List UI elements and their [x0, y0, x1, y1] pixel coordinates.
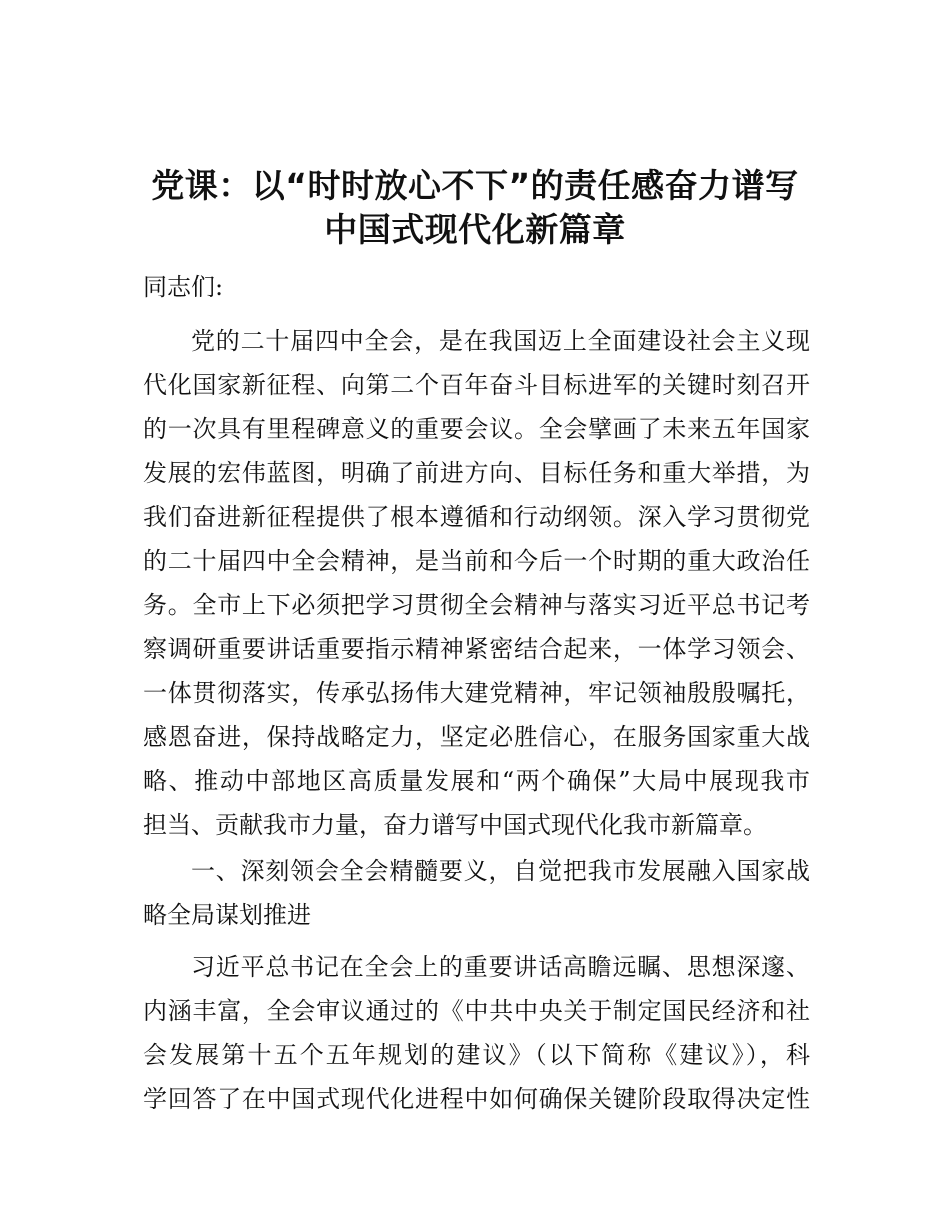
paragraph-2-line: 会发展第十五个五年规划的建议》（以下简称《建议》），科: [143, 1041, 810, 1069]
document-title-line-2: 中国式现代化新篇章: [324, 210, 626, 249]
paragraph-1-line: 发展的宏伟蓝图，明确了前进方向、目标任务和重大举措，为: [143, 459, 810, 487]
paragraph-2-line: 习近平总书记在全会上的重要讲话高瞻远瞩、思想深邃、: [191, 953, 810, 981]
document-title-line-1: 党课：以“时时放心不下”的责任感奋力谱写: [151, 166, 799, 205]
paragraph-2-line: 学回答了在中国式现代化进程中如何确保关键阶段取得决定性: [143, 1085, 810, 1113]
paragraph-1-line: 党的二十届四中全会，是在我国迈上全面建设社会主义现: [191, 327, 810, 355]
paragraph-1-line: 略、推动中部地区高质量发展和“两个确保”大局中展现我市: [143, 767, 810, 795]
section-heading-1-line: 略全局谋划推进: [143, 901, 311, 929]
paragraph-1-line: 一体贯彻落实，传承弘扬伟大建党精神，牢记领袖殷殷嘱托，: [143, 679, 810, 707]
paragraph-1-line: 察调研重要讲话重要指示精神紧密结合起来，一体学习领会、: [143, 635, 810, 663]
paragraph-2-line: 内涵丰富，全会审议通过的《中共中央关于制定国民经济和社: [143, 997, 810, 1025]
paragraph-1-line: 的一次具有里程碑意义的重要会议。全会擘画了未来五年国家: [143, 415, 810, 443]
paragraph-1-line: 的二十届四中全会精神，是当前和今后一个时期的重大政治任: [143, 547, 810, 575]
paragraph-1-line: 代化国家新征程、向第二个百年奋斗目标进军的关键时刻召开: [143, 371, 810, 399]
salutation: 同志们:: [143, 273, 224, 301]
paragraph-1-line: 感恩奋进，保持战略定力，坚定必胜信心，在服务国家重大战: [143, 723, 810, 751]
paragraph-1-line: 我们奋进新征程提供了根本遵循和行动纲领。深入学习贯彻党: [143, 503, 810, 531]
paragraph-1-line: 务。全市上下必须把学习贯彻全会精神与落实习近平总书记考: [143, 591, 810, 619]
section-heading-1-line: 一、深刻领会全会精髓要义，自觉把我市发展融入国家战: [191, 857, 810, 885]
paragraph-1-line: 担当、贡献我市力量，奋力谱写中国式现代化我市新篇章。: [143, 811, 767, 839]
